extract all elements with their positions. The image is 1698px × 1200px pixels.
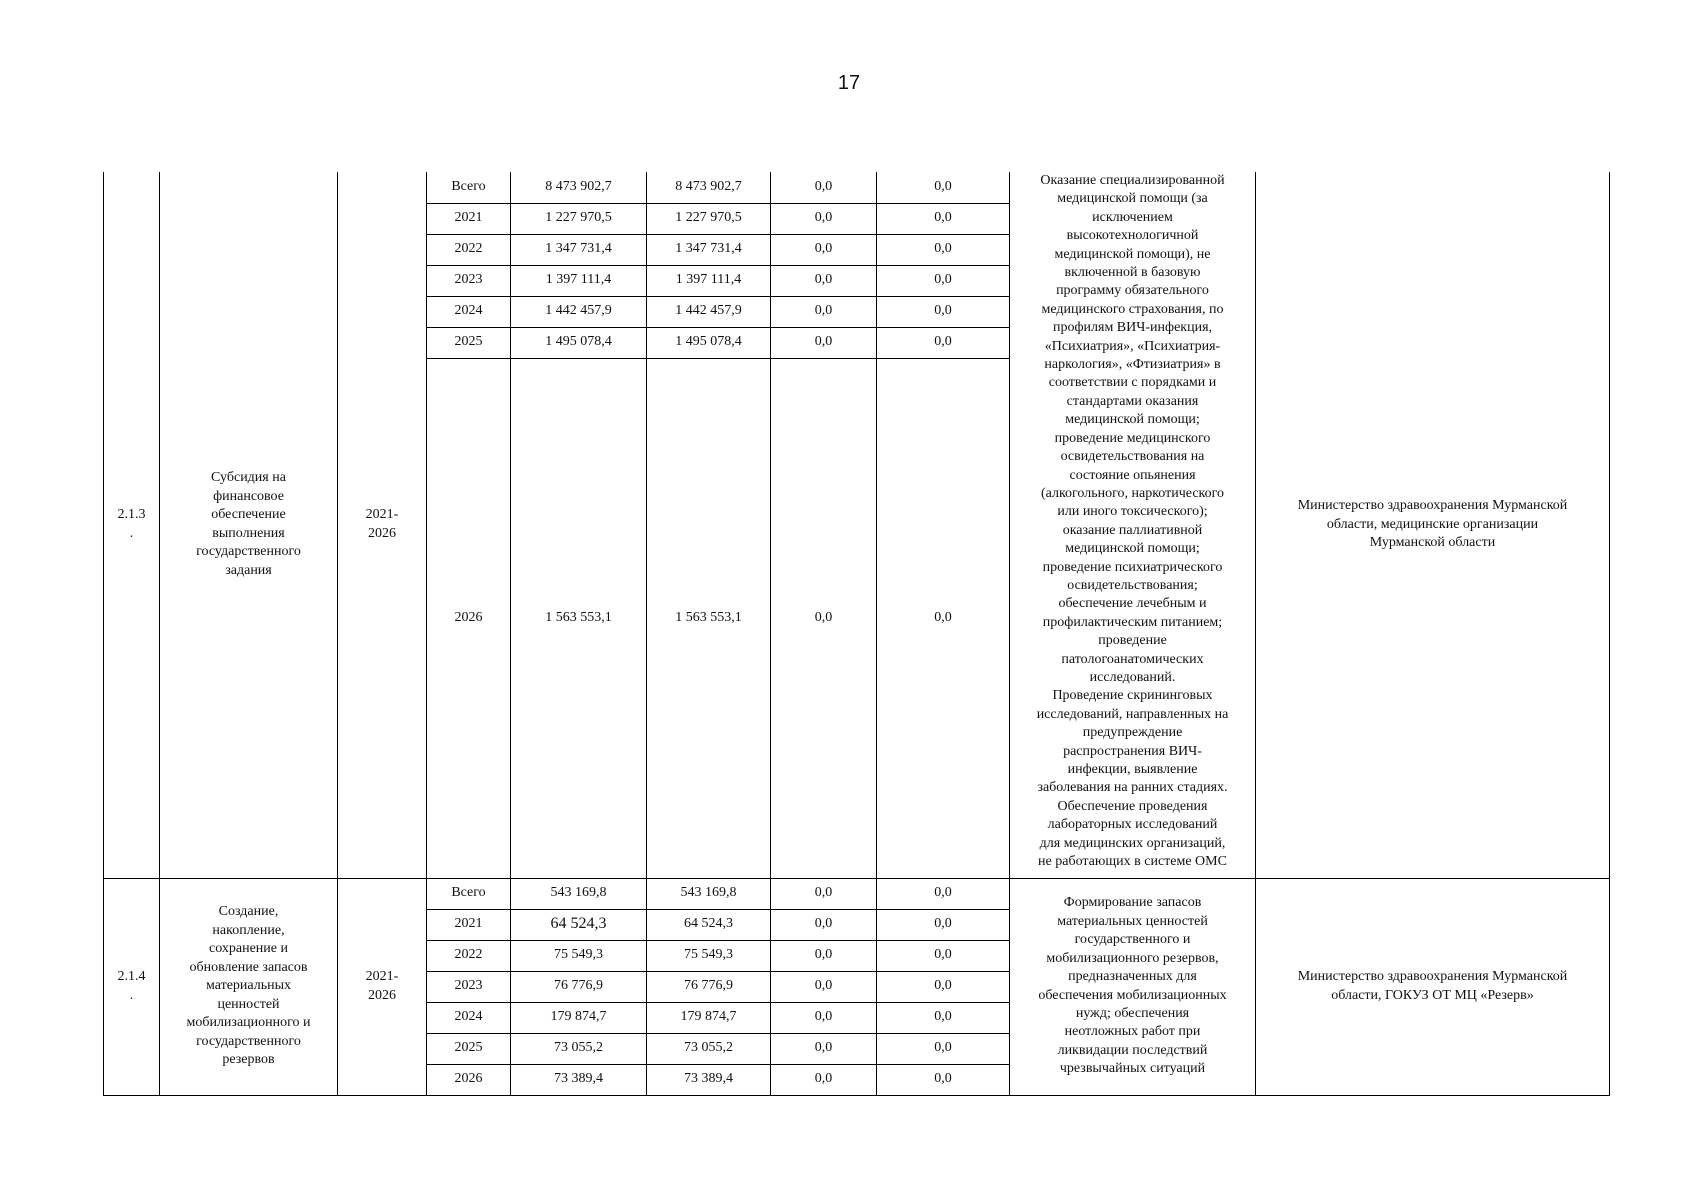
description-line: инфекции, выявление [1067,762,1198,777]
federal-budget-cell: 0,0 [771,940,877,971]
year-cell: 2025 [427,1033,511,1064]
regional-budget-cell: 73 055,2 [647,1033,771,1064]
federal-budget-cell: 0,0 [771,234,877,265]
year-cell: 2022 [427,234,511,265]
total-amount-cell: 8 473 902,7 [511,172,647,203]
measure-title-line: резервов [222,1052,275,1068]
year-cell: 2025 [427,327,511,358]
description-line: (алкогольного, наркотического [1040,485,1225,501]
description-line: обеспечения мобилизационных [1038,987,1227,1003]
federal-budget-cell: 0,0 [771,1033,877,1064]
regional-budget-cell: 179 874,7 [647,1002,771,1033]
measure-title-line: Создание, [218,904,279,920]
description-line: Проведение скрининговых [1052,688,1213,704]
federal-budget-cell: 0,0 [771,172,877,203]
description-line: патологоанатомических [1061,651,1204,667]
measure-title-line: государственного [196,544,301,560]
total-amount-cell: 1 442 457,9 [511,296,647,327]
description-line: мобилизационного резервов, [1046,950,1219,966]
description-line: наркология», «Фтизиатрия» в [1044,357,1221,373]
description-line: предупреждение [1082,725,1183,741]
description-line: неотложных работ при [1064,1024,1201,1040]
measure-title-line: ценностей [217,996,280,1012]
regional-budget-cell: 1 563 553,1 [647,358,771,878]
total-amount-cell: 73 055,2 [511,1033,647,1064]
description-line: исключением [1092,209,1173,225]
measure-period-line: 2026 [368,525,396,541]
other-sources-cell: 0,0 [877,971,1010,1002]
total-amount-cell: 73 389,4 [511,1064,647,1095]
measure-title-line: материальных [205,978,292,994]
regional-budget-cell: 1 347 731,4 [647,234,771,265]
measure-period-line: 2021- [365,969,399,984]
description-line: заболевания на ранних стадиях. [1037,780,1228,796]
description-line: не работающих в системе ОМС [1038,854,1227,870]
description-line: Обеспечение проведения [1057,798,1208,814]
measure-description [1010,172,1256,878]
regional-budget-cell: 76 776,9 [647,971,771,1002]
federal-budget-cell: 0,0 [771,971,877,1002]
description-line: обеспечение лечебным и [1058,596,1207,612]
measure-code-dot: . [129,525,134,541]
year-cell: 2024 [427,1002,511,1033]
regional-budget-cell: 75 549,3 [647,940,771,971]
other-sources-cell: 0,0 [877,265,1010,296]
other-sources-cell: 0,0 [877,234,1010,265]
year-cell: 2026 [427,358,511,878]
measure-period-line: 2026 [368,987,396,1003]
measure-title-line: обновление запасов [189,959,308,975]
executor-line: Министерство здравоохранения Мурманской [1297,969,1568,984]
measure-title-line: мобилизационного и [186,1015,311,1031]
description-line: медицинской помощи; [1065,541,1200,557]
year-cell: Всего [427,878,511,909]
description-line: предназначенных для [1068,969,1197,985]
description-line: проведение медицинского [1054,430,1211,446]
regional-budget-cell: 1 397 111,4 [647,265,771,296]
description-line: оказание паллиативной [1062,522,1203,538]
measure-title-line: государственного [196,1033,301,1049]
regional-budget-cell: 8 473 902,7 [647,172,771,203]
measure-executor [1256,172,1610,878]
federal-budget-cell: 0,0 [771,358,877,878]
description-line: Формирование запасов [1063,895,1202,911]
federal-budget-cell: 0,0 [771,203,877,234]
description-line: программу обязательного [1056,283,1209,299]
description-line: для медицинских организаций, [1039,835,1226,851]
other-sources-cell: 0,0 [877,296,1010,327]
measure-title-line: финансовое [213,488,284,504]
description-line: «Психиатрия», «Психиатрия- [1044,338,1221,354]
total-amount-cell: 76 776,9 [511,971,647,1002]
program-measures-table [103,172,1610,1096]
regional-budget-cell: 64 524,3 [647,909,771,940]
measure-title-line: выполнения [212,525,285,541]
measure-code [104,878,160,1095]
other-sources-cell: 0,0 [877,909,1010,940]
total-amount-cell: 543 169,8 [511,878,647,909]
description-line: чрезвычайных ситуаций [1059,1061,1206,1077]
regional-budget-cell: 1 442 457,9 [647,296,771,327]
executor-line: Министерство здравоохранения Мурманской [1297,498,1568,513]
year-cell: 2023 [427,971,511,1002]
federal-budget-cell: 0,0 [771,296,877,327]
description-line: ликвидации последствий [1057,1042,1208,1058]
description-line: стандартами оказания [1066,393,1199,409]
description-line: распространения ВИЧ- [1063,743,1202,759]
description-line: профилям ВИЧ-инфекция, [1052,320,1213,336]
measure-title-line: накопление, [212,922,285,938]
measure-period [338,172,427,878]
measure-title-line: задания [225,562,272,578]
federal-budget-cell: 0,0 [771,878,877,909]
measure-title-line: Субсидия на [211,470,286,486]
regional-budget-cell: 543 169,8 [647,878,771,909]
description-line: медицинской помощи; [1065,412,1200,428]
measure-code-number: 2.1.4 [117,969,146,984]
table-row [104,878,1610,909]
description-line: государственного и [1074,932,1191,948]
description-line: медицинской помощи (за [1057,191,1208,207]
federal-budget-cell: 0,0 [771,909,877,940]
description-line: состояние опьянения [1069,467,1196,483]
total-amount-cell: 1 397 111,4 [511,265,647,296]
total-amount-cell: 1 347 731,4 [511,234,647,265]
measure-title [160,878,338,1095]
executor-line: области, медицинские организации [1326,516,1539,532]
year-cell: 2021 [427,203,511,234]
measure-code-number: 2.1.3 [117,507,146,523]
measure-title-line: сохранение и [209,941,288,957]
federal-budget-cell: 0,0 [771,265,877,296]
year-cell: 2023 [427,265,511,296]
description-line: нужд; обеспечения [1075,1005,1190,1021]
year-cell: Всего [427,172,511,203]
measure-description [1010,878,1256,1095]
description-line: медицинского страхования, по [1041,301,1224,317]
year-cell: 2022 [427,940,511,971]
other-sources-cell: 0,0 [877,203,1010,234]
description-line: проведение психиатрического [1042,559,1223,575]
year-cell: 2024 [427,296,511,327]
description-line: проведение [1098,633,1167,649]
other-sources-cell: 0,0 [877,1064,1010,1095]
description-line: исследований. [1089,669,1176,685]
description-line: профилактическим питанием; [1042,614,1223,630]
page-number: 17 [837,72,861,94]
description-line: медицинской помощи), не [1054,246,1211,262]
year-cell: 2026 [427,1064,511,1095]
measure-code [104,172,160,878]
description-line: или иного токсического); [1057,504,1208,520]
description-line: освидетельствования; [1067,577,1198,593]
year-cell: 2021 [427,909,511,940]
measure-period [338,878,427,1095]
total-amount-cell: 179 874,7 [511,1002,647,1033]
federal-budget-cell: 0,0 [771,327,877,358]
total-amount-cell: 1 563 553,1 [511,358,647,878]
total-amount-cell: 75 549,3 [511,940,647,971]
other-sources-cell: 0,0 [877,940,1010,971]
other-sources-cell: 0,0 [877,1002,1010,1033]
measure-code-dot: . [129,987,134,1003]
description-line: материальных ценностей [1057,913,1208,929]
description-line: высокотехнологичной [1066,228,1199,244]
description-line: лабораторных исследований [1047,817,1218,833]
other-sources-cell: 0,0 [877,327,1010,358]
measure-title [160,172,338,878]
executor-line: Мурманской области [1369,535,1496,550]
regional-budget-cell: 73 389,4 [647,1064,771,1095]
description-line: включенной в базовую [1064,265,1201,281]
executor-line: области, ГОКУЗ ОТ МЦ «Резерв» [1331,987,1534,1003]
total-amount-cell: 64 524,3 [511,909,647,940]
measure-title-line: обеспечение [211,507,286,523]
total-amount-cell: 1 227 970,5 [511,203,647,234]
measure-executor [1256,878,1610,1095]
federal-budget-cell: 0,0 [771,1002,877,1033]
description-line: освидетельствования на [1060,449,1205,465]
table-row [104,172,1610,203]
description-line: Оказание специализированной [1040,173,1225,188]
federal-budget-cell: 0,0 [771,1064,877,1095]
regional-budget-cell: 1 495 078,4 [647,327,771,358]
regional-budget-cell: 1 227 970,5 [647,203,771,234]
description-line: соответствии с порядками и [1048,375,1217,391]
total-amount-cell: 1 495 078,4 [511,327,647,358]
other-sources-cell: 0,0 [877,172,1010,203]
measure-period-line: 2021- [365,507,399,523]
other-sources-cell: 0,0 [877,358,1010,878]
other-sources-cell: 0,0 [877,878,1010,909]
description-line: исследований, направленных на [1036,706,1229,722]
other-sources-cell: 0,0 [877,1033,1010,1064]
